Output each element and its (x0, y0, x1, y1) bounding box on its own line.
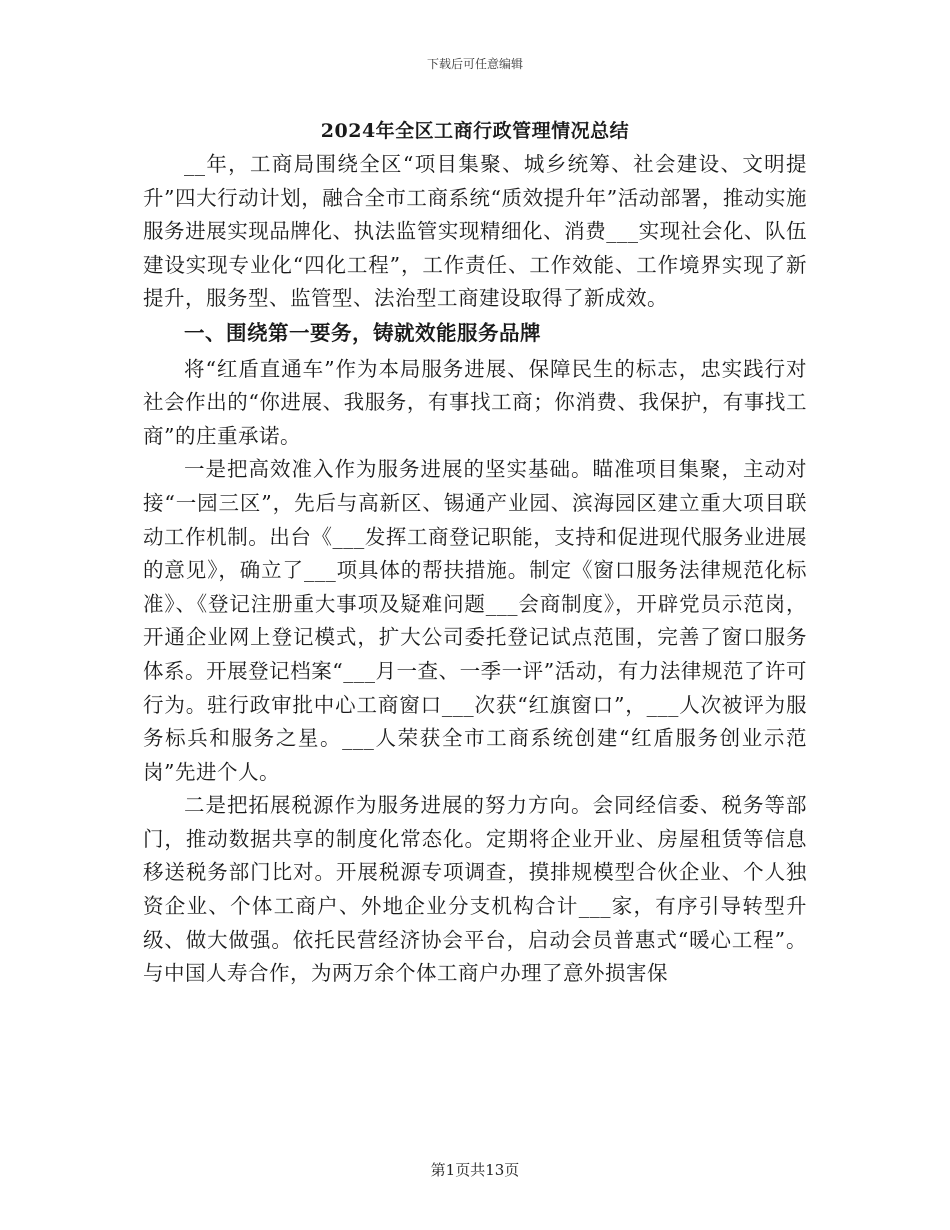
body-paragraph: 一是把高效准入作为服务进展的坚实基础。瞄准项目集聚，主动对接“一园三区”，先后与高新区、锡通产业园、滨海园区建立重大项目联动工作机制。出台《___发挥工商登记职能，支持和促进现代服务业进展的意见》，确立了___项具体的帮扶措施。制定《窗口服务法律规范化标准》、《登记注册重大事项及疑难问题___会商制度》，开辟党员示范岗，开通企业网上登记模式，扩大公司委托登记试点范围，完善了窗口服务体系。开展登记档案“___月一查、一季一评”活动，有力法律规范了许可行为。驻行政审批中心工商窗口___次获“红旗窗口”，___人次被评为服务标兵和服务之星。___人荣获全市工商系统创建“红盾服务创业示范岗”先进个人。 (143, 457, 807, 784)
body-paragraph: 将“红盾直通车”作为本局服务进展、保障民生的标志，忠实践行对社会作出的“你进展、我服务，有事找工商；你消费、我保护，有事找工商”的庄重承诺。 (143, 356, 807, 448)
document-title: 2024年全区工商行政管理情况总结 (320, 120, 630, 142)
body-paragraph: 二是把拓展税源作为服务进展的努力方向。会同经信委、税务等部门，推动数据共享的制度化常态化。定期将企业开业、房屋租赁等信息移送税务部门比对。开展税源专项调查，摸排规模型合伙企业、个人独资企业、个体工商户、外地企业分支机构合计___家，有序引导转型升级、做大做强。依托民营经济协会平台，启动会员普惠式“暖心工程”。与中国人寿合作，为两万余个体工商户办理了意外损害保 (143, 793, 807, 986)
header-note: 下载后可任意编辑 (426, 57, 523, 71)
intro-paragraph: __年，工商局围绕全区“项目集聚、城乡统筹、社会建设、文明提升”四大行动计划，融合全市工商系统“质效提升年”活动部署，推动实施服务进展实现品牌化、执法监管实现精细化、消费___实现社会化、队伍建设实现专业化“四化工程”，工作责任、工作效能、工作境界实现了新提升，服务型、监管型、法治型工商建设取得了新成效。 (143, 152, 807, 311)
page-footer: 第1页共13页 (430, 1161, 520, 1179)
document-body (143, 148, 807, 991)
section-heading: 一、围绕第一要务，铸就效能服务品牌 (184, 320, 541, 345)
